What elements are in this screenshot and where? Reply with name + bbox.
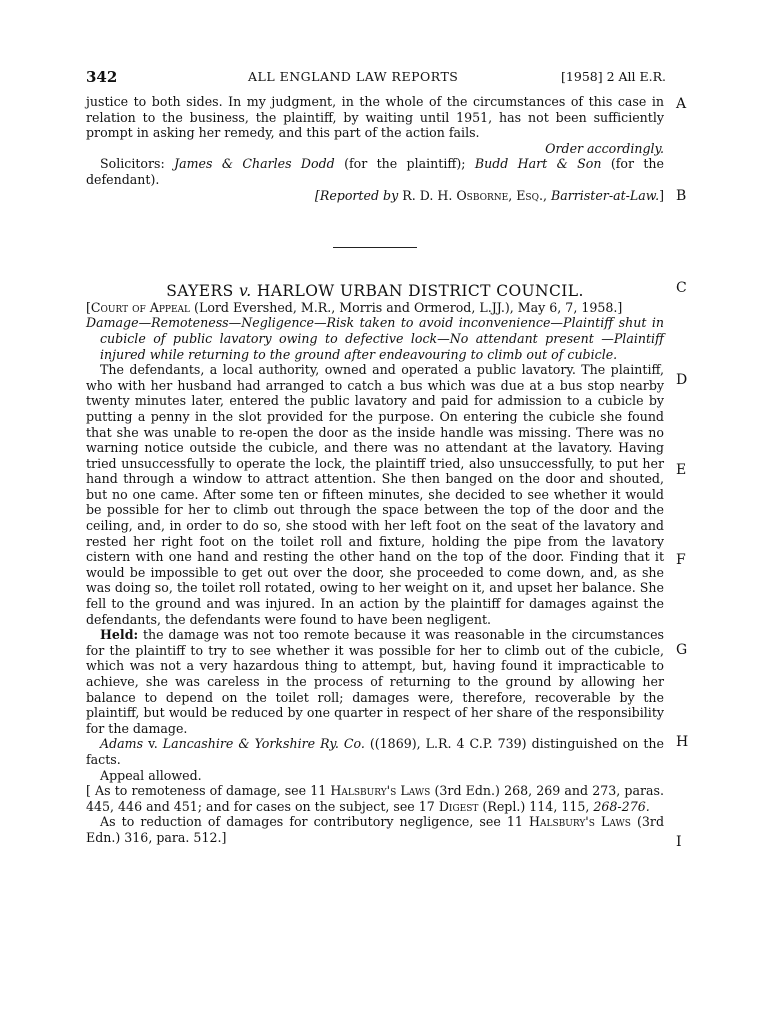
dist-citation: ((1869), L.R. 4 C.P. 739) distinguished on the facts. [86, 736, 664, 767]
reporter-prefix: [Reported by [314, 187, 399, 203]
note2-b: (3rd Edn.) 316, para. 512.] [86, 814, 665, 845]
result-line: Appeal allowed. [100, 767, 202, 783]
defendant-solicitor: Budd Hart & Son [474, 156, 602, 172]
plaintiff-solicitor: James & Charles Dodd [174, 156, 335, 172]
reporter-close: ] [659, 187, 664, 203]
court-line [86, 300, 664, 316]
court-open: [ [86, 299, 91, 315]
note1-digest: Digest [438, 798, 479, 814]
margin-letter-h: H [676, 734, 689, 750]
note1-c: (Repl.) 114, 115, [482, 798, 590, 814]
court-details: (Lord Evershed, M.R., Morris and Ormerod, L.JJ.), May 6, 7, 1958.] [194, 299, 623, 315]
catchwords: Damage—Remoteness—Negligence—Risk taken to avoid inconvenience—Plaintiff shut in cubicle of public lavatory owing to defective lock—No attendant present —Plaintiff injured while returning to the ground after endeavouring to climb out of cubicle. [86, 315, 664, 362]
margin-letter-e: E [676, 462, 687, 478]
dist-party: Lancashire & Yorkshire Ry. Co. [162, 736, 365, 752]
case-title-part1: SAYERS [166, 282, 234, 301]
defendant-solicitor-role: (for the defendant). [86, 156, 664, 187]
section-divider [333, 247, 417, 248]
note2-a: As to reduction of damages for contributory negligence, see 11 [100, 814, 523, 830]
note-remoteness [86, 783, 664, 814]
note1-italic: 268-276. [593, 798, 650, 814]
note-contributory [86, 814, 664, 845]
held-text: the damage was not too remote because it was reasonable in the circumstances for the plaintiff to try to see whether it was possible for her to climb out of the cubicle, which was not a very hazardous thing to attempt, but, having found it impracticable to achieve, she was careless in the process of returning to the ground by allowing her balance to depend on the toilet roll; damages were, therefore, recoverable by the plaintiff, but would be reduced by one quarter in respect of her share of the responsibility for the damage. [86, 627, 664, 736]
reporter-line [86, 188, 664, 204]
margin-letter-i: I [676, 834, 682, 850]
order-text: Order accordingly. [545, 140, 664, 156]
note1-b: (3rd Edn.) 268, 269 and 273, paras. 445, 446 and 451; and for cases on the subject, see 17 [86, 783, 664, 814]
held-paragraph [86, 627, 664, 736]
dist-v: v. [148, 736, 158, 752]
solicitors-line [86, 156, 664, 187]
dist-case-name: Adams [100, 736, 144, 752]
volume-citation: [1958] 2 All E.R. [561, 69, 666, 84]
case-title-v: v. [238, 282, 252, 301]
margin-letter-g: G [676, 642, 688, 658]
note1-a: [ As to remoteness of damage, see 11 [86, 783, 327, 799]
reporter-name: R. D. H. Osborne, Esq., [402, 187, 547, 203]
running-header [86, 68, 666, 88]
case-title-part2: HARLOW URBAN DISTRICT COUNCIL. [256, 282, 584, 301]
report-series-title: ALL ENGLAND LAW REPORTS [248, 69, 459, 84]
reporter-suffix: Barrister-at-Law. [551, 187, 660, 203]
margin-letter-d: D [676, 372, 688, 388]
margin-letter-a: A [676, 96, 687, 112]
margin-letter-f: F [676, 552, 686, 568]
note2-halsbury: Halsbury's Laws [529, 814, 631, 830]
page-number: 342 [86, 68, 118, 86]
page-body [86, 94, 664, 846]
plaintiff-solicitor-role: (for the plaintiff); [344, 156, 466, 172]
distinguished-paragraph [86, 736, 664, 767]
margin-letter-b: B [676, 188, 687, 204]
prev-judgment-paragraph: justice to both sides. In my judgment, in the whole of the circumstances of this case in relation to the business, the plaintiff, by waiting until 1951, has not been sufficiently prompt in asking her remedy, and this part of the action fails. [86, 94, 664, 141]
note1-halsbury: Halsbury's Laws [330, 783, 431, 799]
held-label: Held: [100, 627, 139, 643]
solicitors-label: Solicitors: [100, 156, 165, 172]
margin-letter-c: C [676, 280, 687, 296]
case-title [86, 284, 664, 300]
court-name: Court of Appeal [90, 299, 191, 315]
facts-paragraph: The defendants, a local authority, owned and operated a public lavatory. The plaintiff, who with her husband had arranged to catch a bus which was due at a bus stop nearby twenty minutes later, entered the public lavatory and paid for admission to a cubicle by putting a penny in the slot provided for the purpose. On entering the cubicle she found that she was unable to re-open the door as the inside handle was missing. There was no warning notice outside the cubicle, and there was no attendant at the lavatory. Having tried unsuccessfully to operate the lock, the plaintiff tried, also unsuccessfully, to put her hand through a window to attract attention. She then banged on the door and shouted, but no one came. After some ten or fifteen minutes, she decided to see whether it would be possible for her to climb out through the space between the top of the door and the ceiling, and, in order to do so, she stood with her left foot on the seat of the lavatory and rested her right foot on the toilet roll and fixture, holding the pipe from the lavatory cistern with one hand and resting the other hand on the top of the door. Finding that it would be impossible to get out over the door, she proceeded to come down, and, as she was doing so, the toilet roll rotated, owing to her weight on it, and upset her balance. She fell to the ground and was injured. In an action by the plaintiff for damages against the defendants, the defendants were found to have been negligent. [86, 362, 664, 627]
order-line [86, 141, 664, 157]
